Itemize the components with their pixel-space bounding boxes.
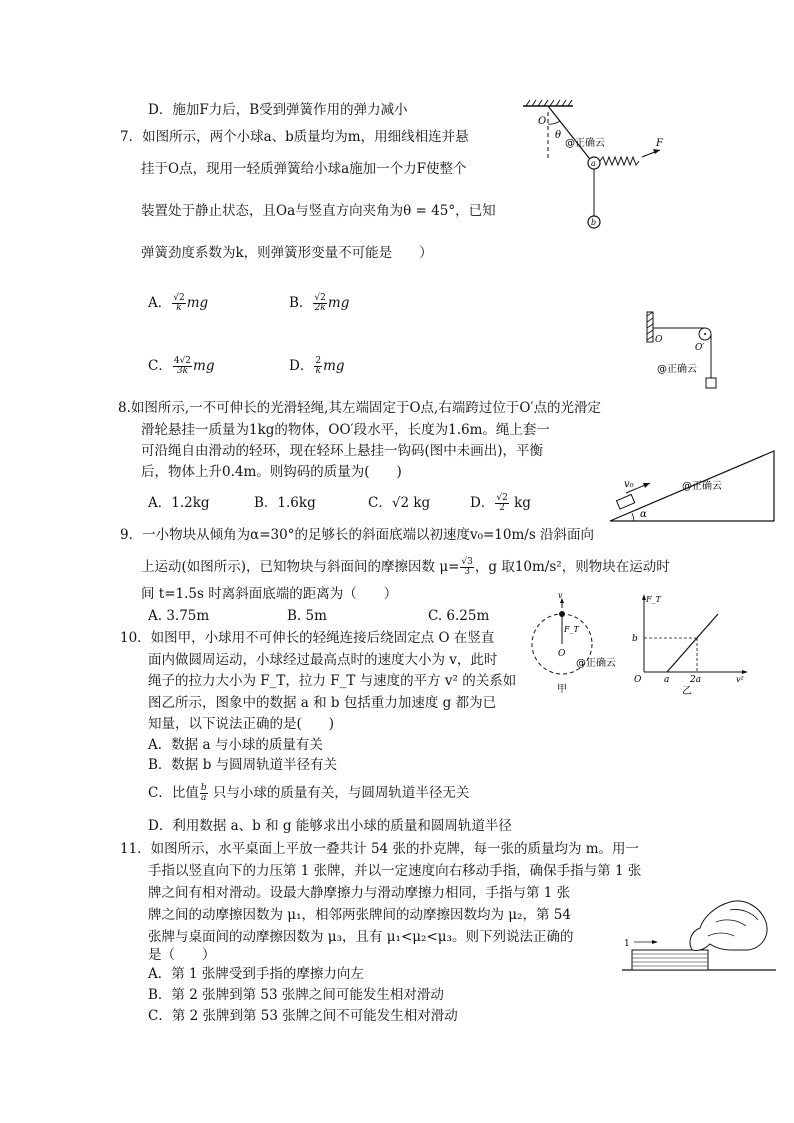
q11-text-line-1: 11．如图所示，水平桌面上平放一叠共计 54 张的扑克牌，每一张的质量均为 m。用一 (120, 841, 640, 857)
q10-label-v: v (558, 592, 563, 600)
q8-option-b: B．1.6kg (254, 495, 316, 511)
q10-option-a: A．数据 a 与小球的质量有关 (148, 737, 323, 753)
q10-option-b: B．数据 b 与圆周轨道半径有关 (148, 757, 338, 773)
q10-text-line-4: 图乙所示，图象中的数据 a 和 b 包括重力加速度 g 都为已 (148, 695, 497, 711)
q9-watermark: @正确云 (682, 481, 722, 492)
q9-label-alpha: α (640, 509, 647, 520)
q10-text-line-2: 面内做圆周运动，小球经过最高点时的速度大小为 v，此时 (148, 652, 498, 668)
q10-label-jia: 甲 (557, 684, 567, 695)
q11-option-c: C．第 2 张牌到第 53 张牌之间不可能发生相对滑动 (148, 1008, 458, 1024)
q10-option-d: D．利用数据 a、b 和 g 能够求出小球的质量和圆周轨道半径 (148, 818, 512, 834)
q11-text-line-4: 牌之间的动摩擦因数为 μ₁，相邻两张牌间的动摩擦因数均为 μ₂，第 54 (148, 907, 571, 923)
q7-option-a: A． $\frac{√2}{k}$ mg (148, 293, 209, 313)
q9-text-line-2: 上运动(如图所示)，已知物块与斜面间的摩擦因数 μ= $\frac{√3}{3}$ ，g 取10m/s²，则物块在运动时 (141, 557, 670, 577)
q7-text-line-1: 7．如图所示，两个小球a、b质量均为m，用细线相连并悬 (120, 129, 469, 145)
q10-text-line-5: 知量，以下说法正确的是( ) (148, 716, 335, 732)
q8-figure (645, 308, 730, 393)
q8-text-line-4: 后，物体上升0.4m。则钩码的质量为( ) (141, 464, 402, 480)
q8-option-c: C．√2 kg (368, 495, 431, 511)
q9-label-v0: v₀ (624, 479, 634, 490)
q7-option-c: C． $\frac{4√2}{3k}$ mg (148, 356, 215, 376)
q8-text-line-3: 可沿绳自由滑动的轻环，现在轻环上悬挂一钩码(图中未画出)，平衡 (141, 443, 544, 459)
q10-option-c: C．比值 $\frac{b}{a}$ 只与小球的质量有关，与圆周轨道半径无关 (148, 783, 470, 803)
q11-label-card-1: 1 (624, 939, 630, 949)
q7-label-f: F (656, 138, 663, 149)
q7-text-line-4: 弹簧劲度系数为k，则弹簧形变量不可能是 ） (141, 245, 433, 261)
q9-option-c: C. 6.25m (428, 608, 490, 624)
q8-option-d: D． $\frac{√2}{2}$ kg (470, 493, 531, 513)
q8-watermark: @正确云 (657, 364, 697, 375)
q9-option-a: A. 3.75m (148, 608, 210, 624)
q9-text-line-1: 9．一小物块从倾角为α=30°的足够长的斜面底端以初速度v₀=10m/s 沿斜面向 (120, 527, 595, 543)
q7-figure (518, 98, 678, 233)
q7-label-a: a (591, 159, 596, 168)
q8-text-line-2: 滑轮悬挂一质量为1kg的物体，OO′段水平，长度为1.6m。绳上套一 (141, 422, 550, 438)
q9-option-b: B. 5m (287, 608, 327, 624)
q7-text-line-2: 挂于O点，现用一轻质弹簧给小球a施加一个力F使整个 (141, 161, 467, 177)
q10-label-ft-b: F_T (646, 595, 661, 604)
q11-text-line-6: 是（ ） (148, 947, 216, 963)
q11-option-a: A．第 1 张牌受到手指的摩擦力向左 (148, 966, 364, 982)
q10-label-b: b (632, 634, 638, 644)
q10-label-2a: 2a (690, 675, 702, 685)
q7-text-line-3: 装置处于静止状态，且Oa与竖直方向夹角为θ = 45°，已知 (141, 203, 496, 219)
q10-label-v2: v² (736, 675, 744, 684)
q7-option-d: D． $\frac{2}{k}$ mg (289, 356, 345, 376)
q11-option-b: B．第 2 张牌到第 53 张牌之间可能发生相对滑动 (148, 987, 444, 1003)
q9-figure (608, 447, 780, 525)
q11-text-line-3: 牌之间有相对滑动。设最大静摩擦力与滑动摩擦力相同，手指与第 1 张 (148, 885, 571, 901)
q10-figure (522, 592, 752, 700)
q10-label-ft-a: F_T (564, 625, 579, 634)
q8-option-a: A．1.2kg (148, 495, 210, 511)
q10-label-o-b: O (634, 675, 642, 685)
q9-text-line-3: 间 t=1.5s 时离斜面底端的距离为（ ） (141, 586, 398, 602)
q10-watermark: @正确云 (576, 658, 616, 669)
q11-text-line-5: 张牌与桌面间的动摩擦因数为 μ₃，且有 μ₁<μ₂<μ₃。则下列说法正确的 (148, 929, 574, 945)
q7-label-b: b (591, 218, 597, 227)
q11-text-line-2: 手指以竖直向下的力压第 1 张牌，并以一定速度向右移动手指，确保手指与第 1 张 (148, 863, 642, 879)
q11-figure (620, 892, 780, 974)
q10-label-yi: 乙 (682, 686, 692, 697)
q10-text-line-1: 10．如图甲，小球用不可伸长的轻绳连接后绕固定点 O 在竖直 (120, 630, 495, 646)
q8-text-line-1: 8.如图所示,一不可伸长的光滑轻绳,其左端固定于O点,右端跨过位于O′点的光滑定 (118, 400, 601, 416)
q10-label-a: a (664, 675, 670, 685)
q8-label-o: O (655, 335, 663, 345)
q8-label-o-prime: O′ (695, 343, 705, 353)
q10-label-o-a: O (558, 649, 566, 659)
q7-label-theta: θ (555, 130, 562, 141)
q7-watermark: @正确云 (565, 138, 605, 149)
q7-label-o: O (538, 116, 547, 127)
q10-text-line-3: 绳子的拉力大小为 F_T，拉力 F_T 与速度的平方 v² 的关系如 (148, 673, 517, 689)
q6-option-d: D．施加F力后，B受到弹簧作用的弹力减小 (148, 102, 408, 118)
q7-option-b: B． $\frac{√2}{2k}$ mg (289, 293, 350, 313)
